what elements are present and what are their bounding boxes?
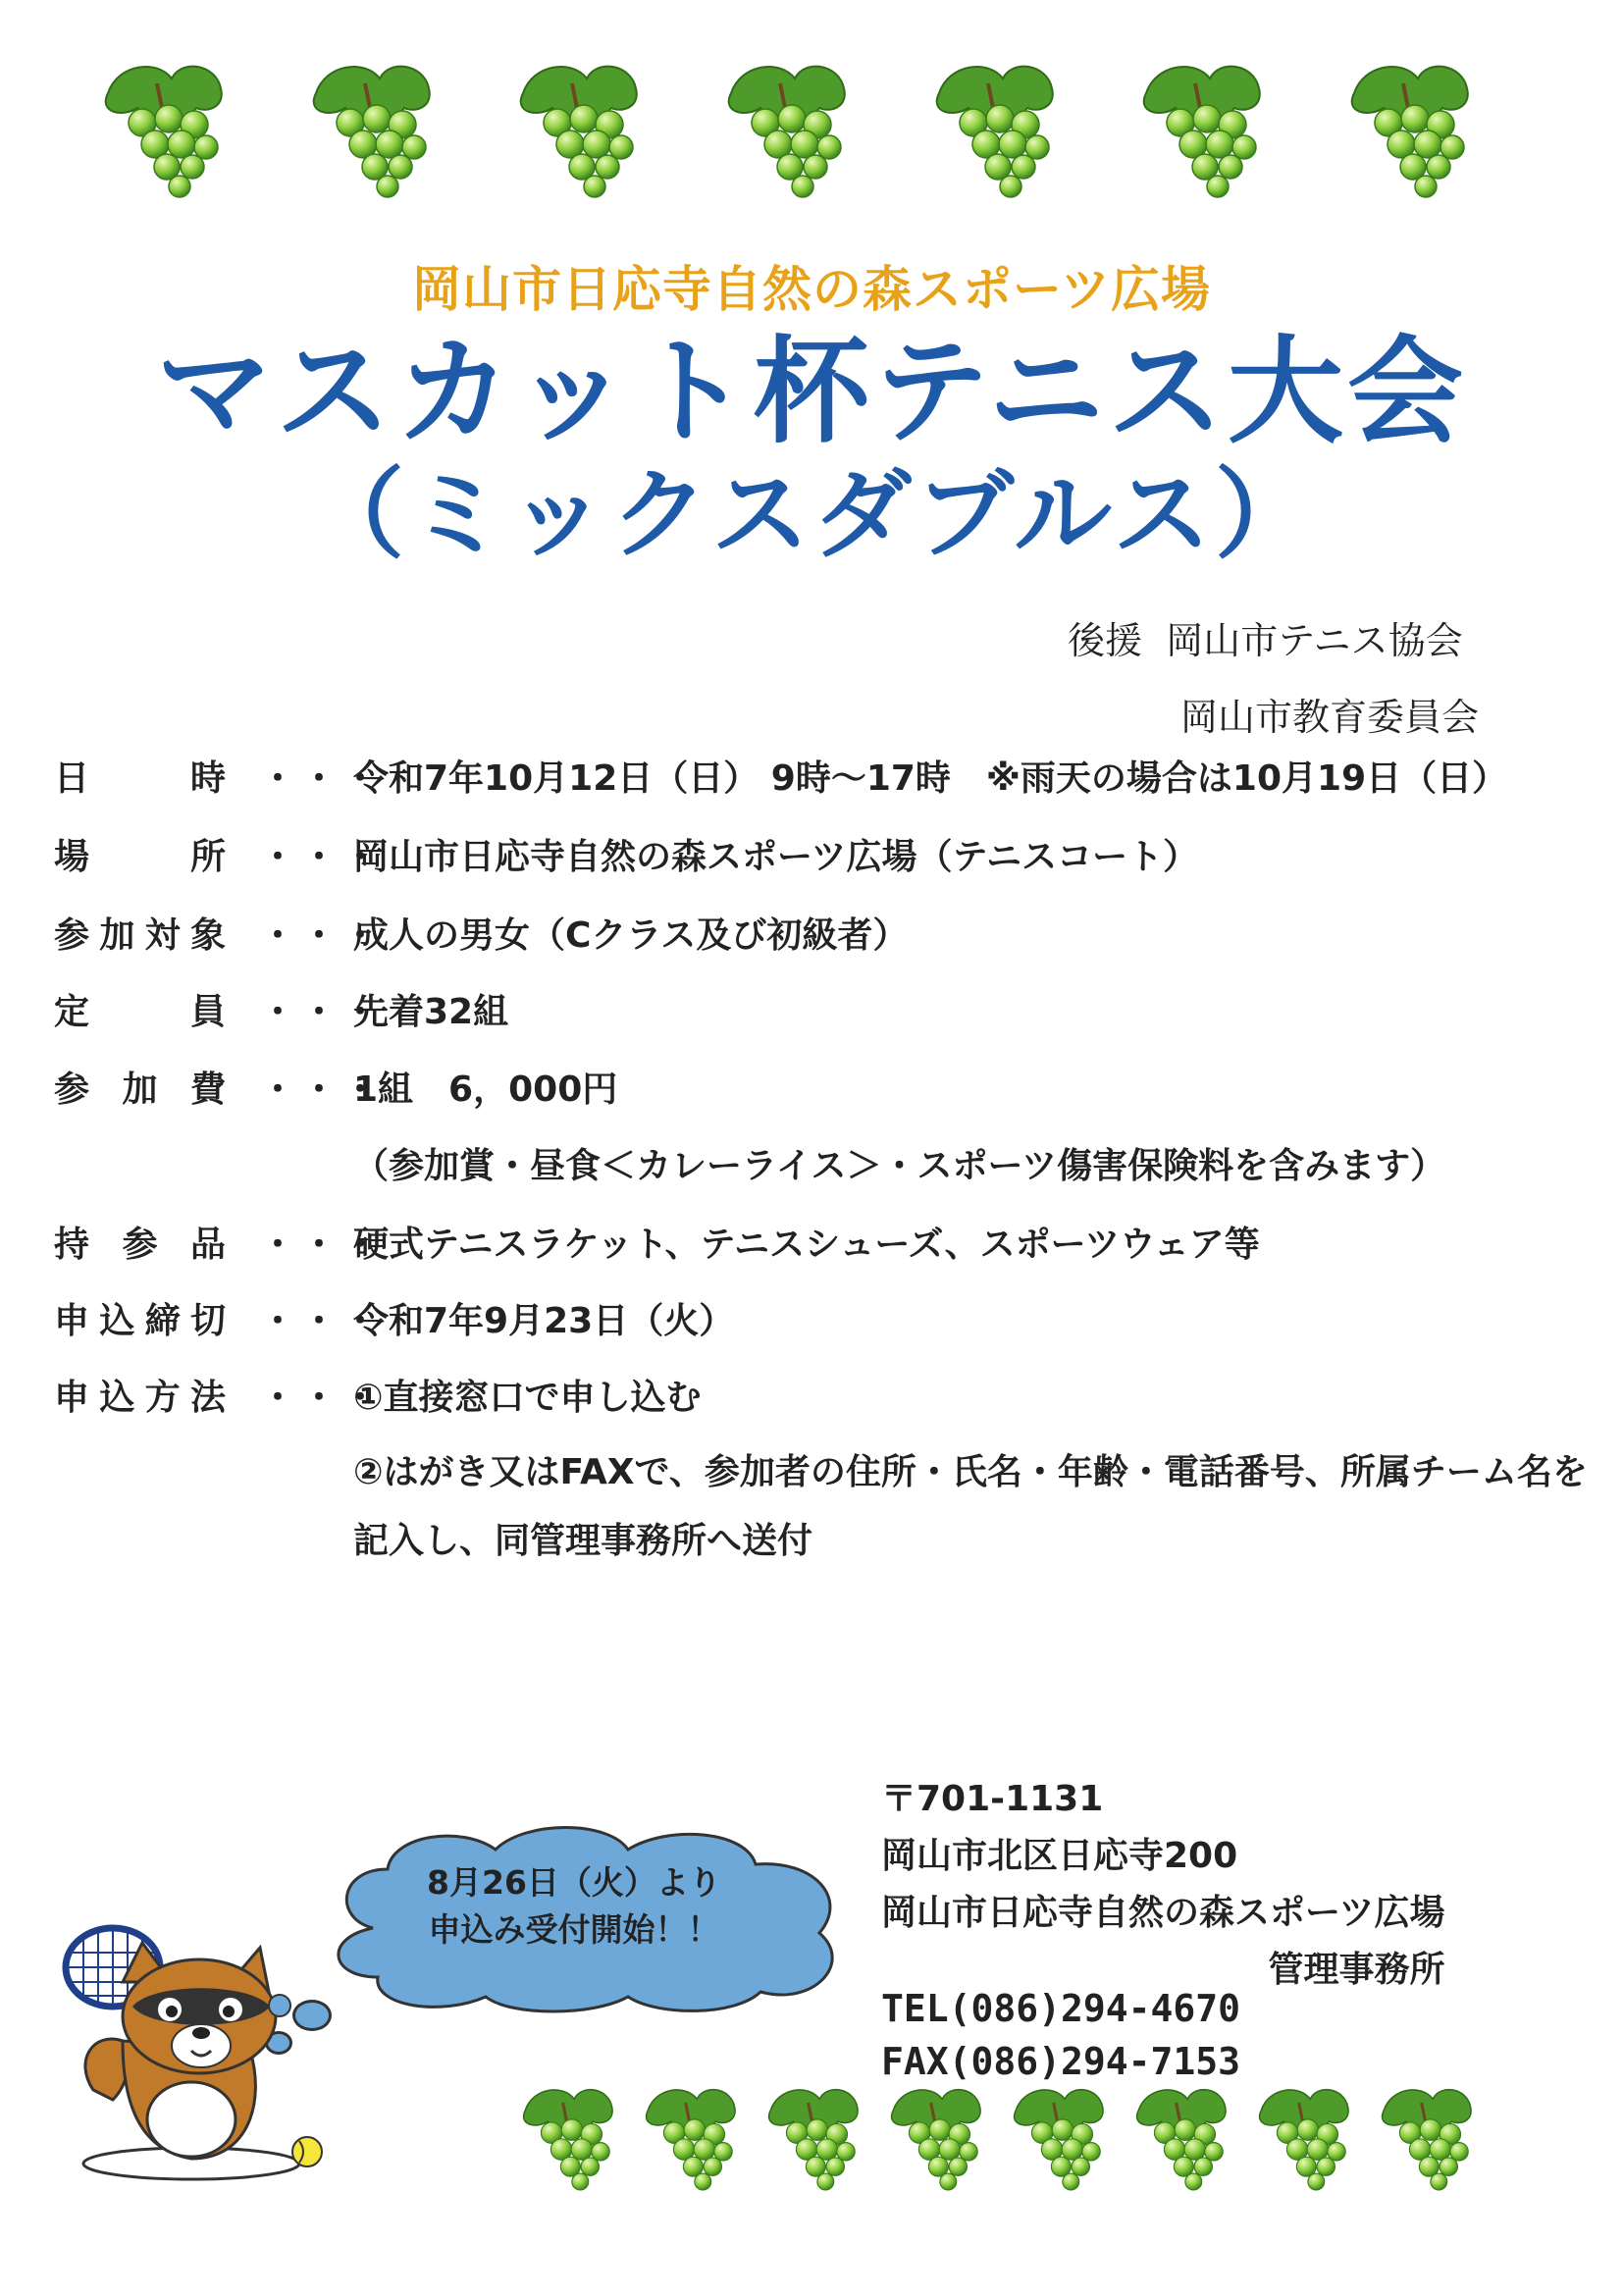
grape-icon xyxy=(1124,2080,1236,2193)
fax-number: FAX(086)294-7153 xyxy=(881,2040,1241,2083)
tennis-ball-icon xyxy=(292,2137,322,2166)
leader-dots: ・・・ xyxy=(260,758,385,799)
info-row-method xyxy=(54,1370,1585,1429)
sponsor-name-1: 岡山市テニス協会 xyxy=(1166,619,1463,662)
info-row-deadline xyxy=(54,1293,1585,1352)
leader-dots: ・・・ xyxy=(260,1225,385,1265)
leader-dots: ・・・ xyxy=(260,1378,385,1418)
facility-name: 岡山市日応寺自然の森スポーツ広場 xyxy=(881,1893,1445,1933)
info-row-bring xyxy=(54,1217,1585,1276)
grape-icon xyxy=(633,2080,746,2193)
grape-icon xyxy=(1246,2080,1359,2193)
grape-icon xyxy=(88,54,236,201)
info-label: 申込方法 xyxy=(54,1378,226,1418)
office-name: 管理事務所 xyxy=(1268,1950,1445,1990)
grape-icon xyxy=(1335,54,1482,201)
grape-icon xyxy=(503,54,651,201)
info-value: ①直接窓口で申し込む xyxy=(353,1378,702,1418)
info-label: 定員 xyxy=(54,992,226,1032)
method-line-3: 記入し、同管理事務所へ送付 xyxy=(353,1521,813,1561)
grape-icon xyxy=(1126,54,1274,201)
info-value: 硬式テニスラケット、テニスシューズ、スポーツウェア等 xyxy=(353,1225,1260,1265)
leader-dots: ・・・ xyxy=(260,915,385,956)
top-grape-decoration xyxy=(88,54,1482,201)
leader-dots: ・・・ xyxy=(260,837,385,877)
grape-icon xyxy=(919,54,1067,201)
sponsor-line-1 xyxy=(1068,610,1463,664)
cloud-text xyxy=(368,1859,780,1954)
sponsor-label: 後援 xyxy=(1068,619,1143,662)
event-subtitle: （ミックスダブルス） xyxy=(306,457,1317,572)
info-row-date xyxy=(54,751,1585,809)
grape-icon xyxy=(878,2080,991,2193)
info-row-capacity xyxy=(54,984,1585,1043)
grape-icon xyxy=(510,2080,623,2193)
grape-icon xyxy=(296,54,444,201)
leader-dots: ・・・ xyxy=(260,992,385,1032)
postal-code: 〒701-1131 xyxy=(881,1779,1104,1819)
tanuki-mascot-illustration xyxy=(54,1923,329,2188)
info-value: 令和7年10月12日（日） 9時～17時 ※雨天の場合は10月19日（日） xyxy=(353,758,1508,799)
info-label: 持参品 xyxy=(54,1225,226,1265)
venue-heading: 岡山市日応寺自然の森スポーツ広場 xyxy=(412,261,1211,318)
address-block xyxy=(881,1771,1445,1999)
method-line-2: ②はがき又はFAXで、参加者の住所・氏名・年齢・電話番号、所属チーム名を xyxy=(353,1452,1588,1492)
grape-icon xyxy=(1001,2080,1114,2193)
info-row-fee xyxy=(54,1062,1585,1121)
speech-cloud xyxy=(314,1820,864,2016)
cloud-line-2: 申込み受付開始！！ xyxy=(428,1909,720,1949)
info-value: 成人の男女（Cクラス及び初級者） xyxy=(353,915,909,956)
info-value: 1組 6，000円 xyxy=(353,1070,618,1110)
grape-icon xyxy=(756,2080,868,2193)
info-label: 申込締切 xyxy=(54,1301,226,1341)
contact-block xyxy=(881,1982,1240,2088)
info-value: 先着32組 xyxy=(353,992,509,1032)
leader-dots: ・・・ xyxy=(260,1070,385,1110)
cloud-line-1: 8月26日（火）より xyxy=(427,1863,721,1902)
info-label: 日時 xyxy=(54,758,226,799)
bottom-grape-decoration xyxy=(510,2080,1482,2193)
info-label: 参加費 xyxy=(54,1070,226,1110)
info-label: 参加対象 xyxy=(54,915,226,956)
tel-number: TEL(086)294-4670 xyxy=(881,1987,1241,2030)
info-value: 令和7年9月23日（火） xyxy=(353,1301,735,1341)
grape-icon xyxy=(1369,2080,1482,2193)
info-label: 場所 xyxy=(54,837,226,877)
leader-dots: ・・・ xyxy=(260,1301,385,1341)
info-row-place xyxy=(54,829,1585,888)
fee-note: （参加賞・昼食＜カレーライス＞・スポーツ傷害保険料を含みます） xyxy=(353,1146,1446,1186)
sponsor-name-2: 岡山市教育委員会 xyxy=(1180,696,1480,739)
grape-icon xyxy=(711,54,859,201)
event-title: マスカット杯テニス大会 xyxy=(155,324,1468,459)
info-value: 岡山市日応寺自然の森スポーツ広場（テニスコート） xyxy=(353,837,1199,877)
street-address: 岡山市北区日応寺200 xyxy=(881,1836,1238,1876)
info-row-target xyxy=(54,908,1585,966)
